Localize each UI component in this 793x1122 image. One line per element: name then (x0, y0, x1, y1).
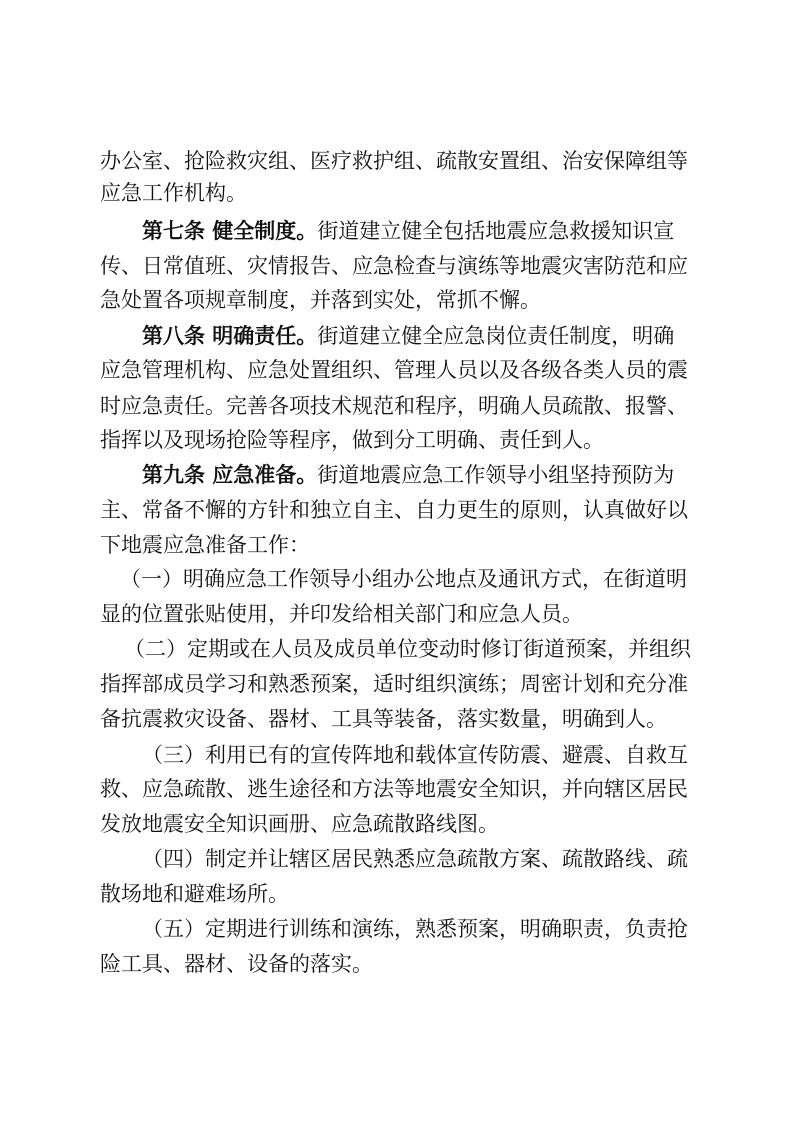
text-line: 发放地震安全知识画册、应急疏散路线图。 (100, 812, 499, 836)
text-line: 显的位置张贴使用，并印发给相关部门和应急人员。 (100, 602, 583, 626)
text-line: 应急工作机构。 (100, 181, 247, 205)
article-7-paragraph-start (142, 216, 674, 246)
text-line: 街道建立健全包括地震应急救援知识宣 (317, 219, 675, 243)
article-8-paragraph-start (142, 321, 674, 351)
text-line: 传、日常值班、灾情报告、应急检查与演练等地震灾害防范和应 (100, 254, 688, 278)
list-item-4: （四）制定并让辖区居民熟悉应急疏散方案、疏散路线、疏 (142, 847, 688, 871)
text-line: 急处置各项规章制度，并落到实处，常抓不懈。 (100, 288, 541, 312)
text-line: 指挥部成员学习和熟悉预案，适时组织演练；周密计划和充分准 (100, 672, 688, 696)
list-item-3: （三）利用已有的宣传阵地和载体宣传防震、避震、自救互 (142, 743, 688, 767)
text-line: 办公室、抢险救灾组、医疗救护组、疏散安置组、治安保障组等 (100, 149, 688, 173)
text-line: 散场地和避难场所。 (100, 882, 289, 906)
article-9-heading: 第九条 应急准备。 (142, 463, 318, 487)
text-line: 指挥以及现场抢险等程序，做到分工明确、责任到人。 (100, 428, 604, 452)
text-line: 险工具、器材、设备的落实。 (100, 952, 373, 976)
text-line: 街道地震应急工作领导小组坚持预防为 (317, 463, 675, 487)
text-line: 救、应急疏散、逃生途径和方法等地震安全知识，并向辖区居民 (100, 777, 688, 801)
text-line: 街道建立健全应急岗位责任制度，明确 (317, 324, 675, 348)
text-line: 下地震应急准备工作： (100, 533, 310, 557)
article-7-heading: 第七条 健全制度。 (142, 219, 318, 243)
article-8-heading: 第八条 明确责任。 (142, 324, 318, 348)
text-line: 备抗震救灾设备、器材、工具等装备，落实数量，明确到人。 (100, 707, 667, 731)
text-line: 应急管理机构、应急处置组织、管理人员以及各级各类人员的震 (100, 358, 688, 382)
list-item-5: （五）定期进行训练和演练，熟悉预案，明确职责，负责抢 (142, 917, 688, 941)
text-line: 主、常备不懈的方针和独立自主、自力更生的原则，认真做好以 (100, 498, 688, 522)
text-line: 时应急责任。完善各项技术规范和程序，明确人员疏散、报警、 (100, 394, 688, 418)
list-item-1: （一）明确应急工作领导小组办公地点及通讯方式，在街道明 (120, 567, 687, 591)
list-item-2: （二）定期或在人员及成员单位变动时修订街道预案，并组织 (124, 637, 691, 661)
article-9-paragraph-start (142, 460, 674, 490)
